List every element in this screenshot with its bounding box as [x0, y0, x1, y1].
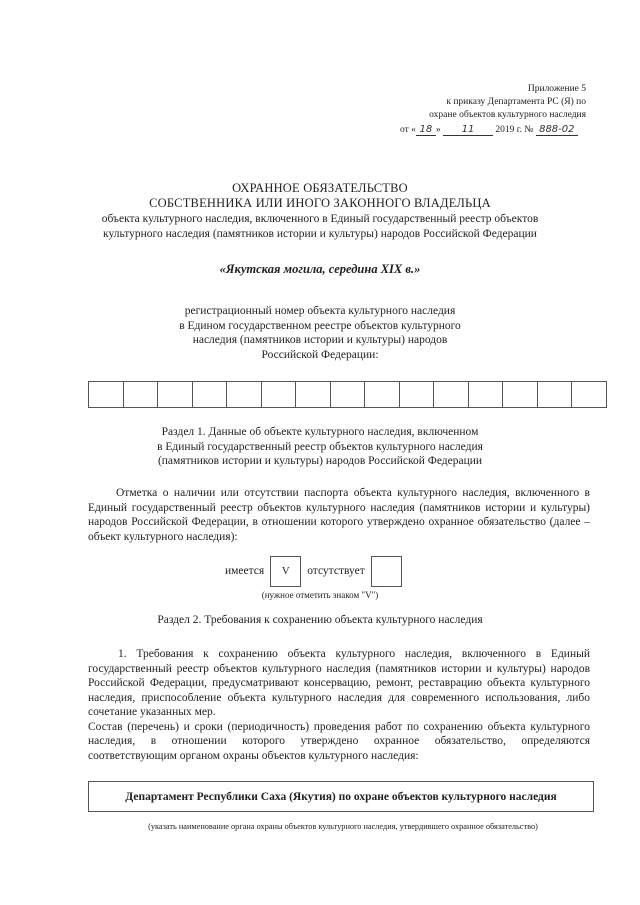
registration-line-3: наследия (памятников истории и культуры) народов: [192, 334, 448, 346]
passport-paragraph: Отметка о наличии или отсутствии паспорта объекта культурного наследия, включенного в Единый государственный реестр объектов культурного наследия (памятников истории и культуры) народов Российской Федерации, в отношении которого утверждено охранное обязательство (далее – объект культурного наследия):: [88, 487, 590, 543]
department-name: Департамент Республики Саха (Якутия) по охране объектов культурного наследия: [125, 790, 557, 803]
appendix-order-ref: к приказу Департамента РС (Я) по: [446, 97, 586, 107]
registration-line-4: Российской Федерации:: [261, 348, 379, 361]
document-title: [60, 181, 580, 211]
section-1-line-2: в Единый государственный реестр объектов культурного наследия: [157, 440, 483, 453]
title-line-2: СОБСТВЕННИКА ИЛИ ИНОГО ЗАКОННОГО ВЛАДЕЛЬЦА: [149, 196, 491, 210]
reg-cell: [193, 382, 228, 407]
reg-cell: [572, 382, 606, 407]
department-box: [88, 781, 594, 812]
order-day: 18: [416, 124, 436, 136]
registration-line-2: в Едином государственном реестре объектов культурного: [179, 319, 461, 332]
has-passport-label: имеется: [225, 565, 265, 577]
registration-line-1: регистрационный номер объекта культурного наследия: [184, 305, 456, 317]
order-date-line: [400, 124, 578, 136]
title-line-1: ОХРАННОЕ ОБЯЗАТЕЛЬСТВО: [232, 181, 408, 195]
no-passport-label: отсутствует: [307, 565, 365, 577]
reg-cell: [296, 382, 331, 407]
reg-cell: [365, 382, 400, 407]
order-mid: »: [435, 125, 441, 135]
reg-cell: [262, 382, 297, 407]
reg-cell: [227, 382, 262, 407]
appendix-title: Приложение 5: [527, 84, 586, 94]
reg-cell: [434, 382, 469, 407]
reg-cell: [503, 382, 538, 407]
document-subtitle: [60, 212, 580, 242]
reg-cell: [538, 382, 573, 407]
checkmark: V: [281, 565, 290, 577]
no-passport-checkbox[interactable]: [371, 556, 402, 587]
reg-cell: [331, 382, 366, 407]
reg-cell: [124, 382, 159, 407]
subtitle-line-2: культурного наследия (памятников истории и культуры) народов Российской Федерации: [103, 228, 537, 240]
order-prefix: от «: [400, 125, 416, 135]
order-year: 2019 г. №: [495, 125, 534, 135]
appendix-department: охране объектов культурного наследия: [429, 110, 586, 120]
section-2-heading: Раздел 2. Требования к сохранению объекта культурного наследия: [157, 614, 483, 626]
reg-cell: [400, 382, 435, 407]
appendix-header: [386, 83, 586, 122]
requirements-text: [88, 647, 590, 763]
department-footnote: (указать наименование органа охраны объектов культурного наследия, утвердившего охранное обязательство): [148, 822, 538, 831]
registration-label: [60, 304, 580, 362]
subtitle-line-1: объекта культурного наследия, включенного в Единый государственный реестр объектов: [101, 213, 539, 225]
checkbox-note: (нужное отметить знаком "V"): [261, 590, 379, 600]
reg-cell: [89, 382, 124, 407]
order-number: 888-02: [536, 124, 578, 136]
section-1-heading: [60, 425, 580, 469]
requirements-paragraph-2: Состав (перечень) и сроки (периодичность) проведения работ по сохранению объекта культурного наследия, в отношении которого утверждено охранное обязательство, определяются соответствующим органом охраны объектов культурного наследия:: [88, 720, 590, 762]
requirements-paragraph-1: 1. Требования к сохранению объекта культурного наследия, включенного в Единый государственный реестр объектов культурного наследия (памятников истории и культуры) народов Российской Федерации, предусматривают консервацию, ремонт, реставрацию объекта культурного наследия, приспособление объекта культурного наследия для современного использования, либо сочетание указанных мер.: [88, 648, 590, 718]
reg-cell: [469, 382, 504, 407]
order-month: 11: [443, 124, 493, 136]
object-name: «Якутская могила, середина XIX в.»: [219, 262, 421, 276]
section-1-line-1: Раздел 1. Данные об объекте культурного наследия, включенном: [161, 426, 479, 438]
reg-cell: [158, 382, 193, 407]
passport-checkboxes: [225, 556, 408, 586]
registration-number-grid: [88, 381, 607, 408]
has-passport-checkbox[interactable]: [270, 556, 301, 587]
section-1-line-3: (памятников истории и культуры) народов Российской Федерации: [157, 455, 483, 467]
